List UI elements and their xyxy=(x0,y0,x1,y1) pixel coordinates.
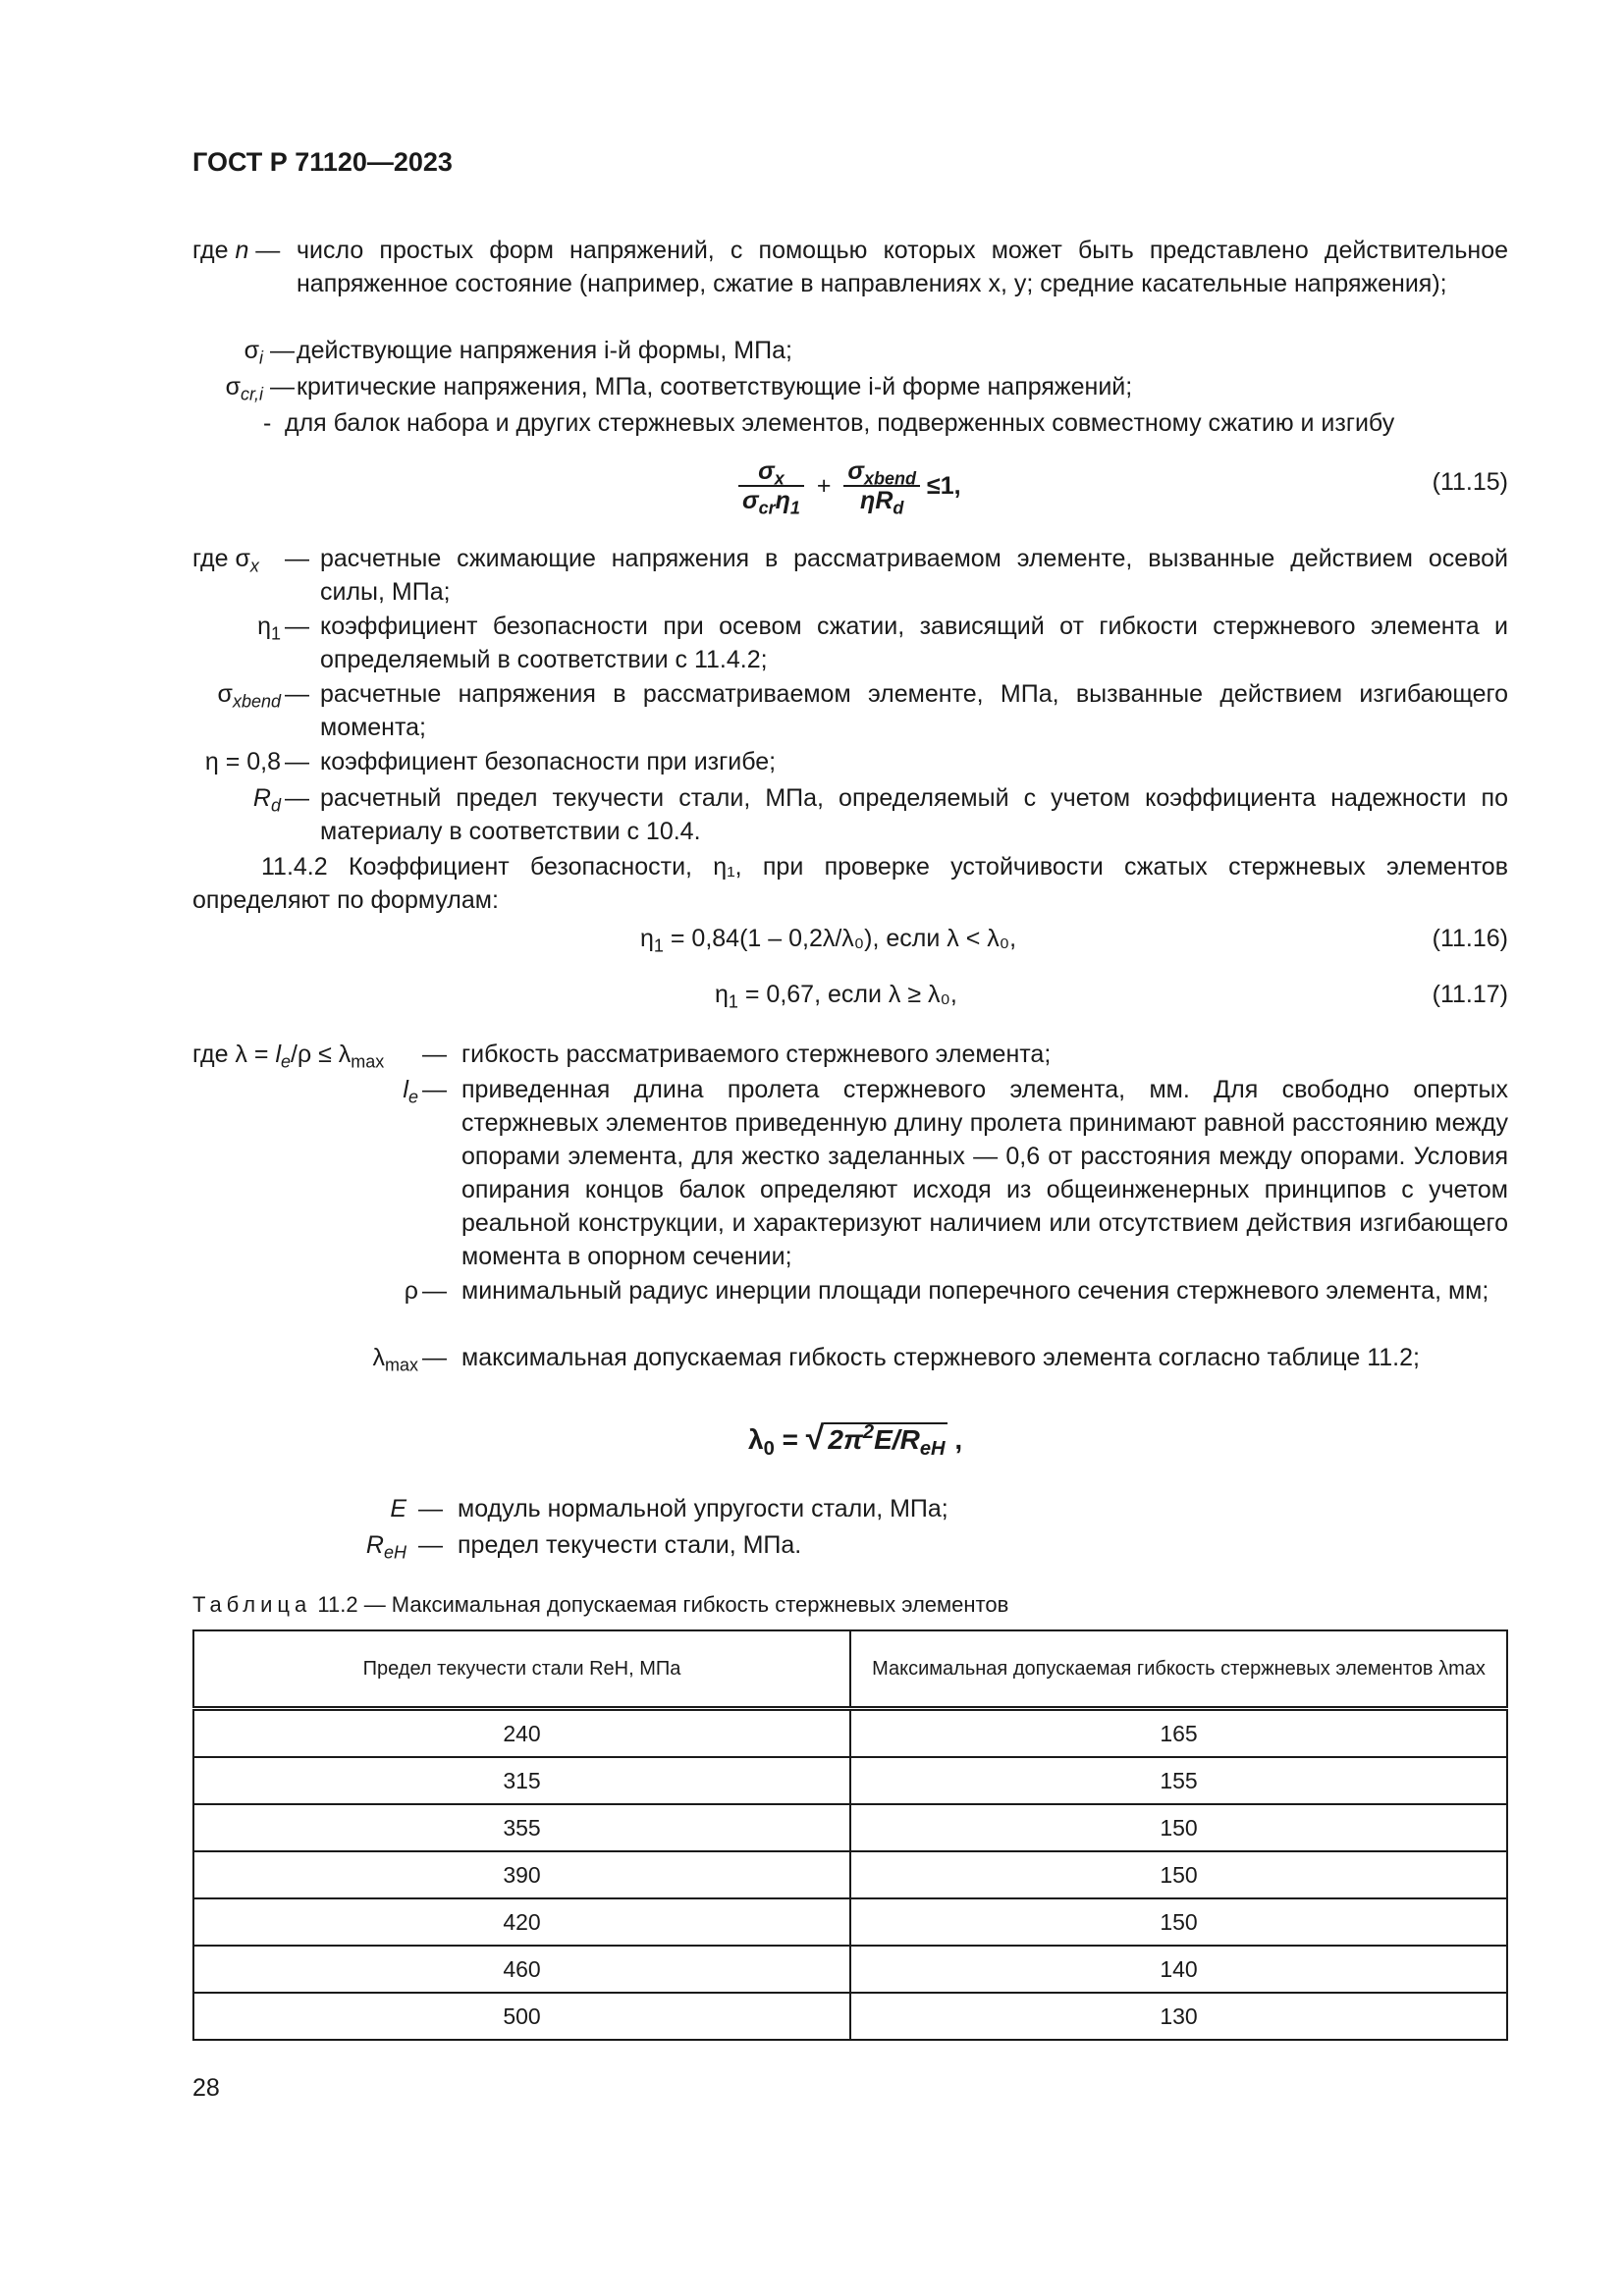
def-rho-text: минимальный радиус инерции площади поперечного сечения стержневого элемента, мм; xyxy=(461,1277,1489,1305)
page-number: 28 xyxy=(192,2074,220,2102)
cell-max-slenderness: 155 xyxy=(850,1757,1507,1804)
cell-yield-strength: 460 xyxy=(193,1946,850,1993)
cell-max-slenderness: 150 xyxy=(850,1898,1507,1946)
def-sigma-i-text: действующие напряжения i-й формы, МПа; xyxy=(297,337,792,364)
def-e-text: модуль нормальной упругости стали, МПа; xyxy=(458,1495,948,1522)
symbol-reh: $R_{eH}$ xyxy=(365,1531,406,1563)
def-rho: ρ — минимальный радиус инерции площади поперечного сечения стержневого элемента, мм; xyxy=(192,1274,1508,1341)
symbol-sigma-i: $\sigma_i$ — xyxy=(244,337,295,368)
lambda-lead: где λ = xyxy=(192,1041,276,1068)
def-rd: $R_d$ — расчетный предел текучести стали, МПа, определяемый с учетом коэффициента надежности по материалу в соответствии с 10.4. xyxy=(192,781,1508,848)
cell-yield-strength: 500 xyxy=(193,1993,850,2040)
cell-yield-strength: 420 xyxy=(193,1898,850,1946)
cell-yield-strength: 390 xyxy=(193,1851,850,1898)
equation-number-11-16: (11.16) xyxy=(1432,925,1508,952)
table-row xyxy=(193,1851,1507,1898)
cell-yield-strength: 355 xyxy=(193,1804,850,1851)
def-le: $l_e$ — приведенная длина пролета стержневого элемента, мм. Для свободно опертых стержневых элементов приведенную длину пролета принимают равной расстоянию между опорами элемента, для жестко заделанных — 0,6 от расстояния между опорами. Условия опирания концов балок определяют исходя из общеинженерных принципов с учетом реальной конструкции, и характеризуют наличием или отсутствием действия изгибающего момента в опорном сечении; xyxy=(192,1073,1508,1273)
fraction-sigma-x: $\frac{\sigma_x}{\sigma_{cr}\eta_1}$ xyxy=(738,457,804,514)
symbol-lambda-max: $\lambda_{max}$ xyxy=(372,1344,418,1375)
symbol-rd: $R_d$ xyxy=(252,784,281,816)
table-header-slenderness: Максимальная допускаемая гибкость стержневых элементов λmax xyxy=(850,1630,1507,1709)
slenderness-table xyxy=(192,1629,1508,2041)
def-le-text: приведенная длина пролета стержневого элемента, мм. Для свободно опертых стержневых элементов приведенную длину пролета принимают равной расстоянию между опорами элемента, для жестко заделанных — 0,6 от расстояния между опорами. Условия опирания концов балок определяют исходя из общеинженерных принципов с учетом реальной конструкции, и характеризуют наличием или отсутствием действия изгибающего момента в опорном сечении; xyxy=(461,1076,1508,1270)
def-eta-text: коэффициент безопасности при изгибе; xyxy=(320,748,777,775)
table-caption-prefix: Таблица xyxy=(192,1592,312,1617)
def-lambda-max-text: максимальная допускаемая гибкость стержневого элемента согласно таблице 11.2; xyxy=(461,1344,1420,1371)
cell-yield-strength: 240 xyxy=(193,1709,850,1758)
symbol-sigma-cri: $\sigma_{cr,i}$ — xyxy=(225,373,295,404)
equation-11-17: $\eta_1 = 0,67$, если λ ≥ λ₀, xyxy=(715,981,957,1012)
def-sigma-x-text: расчетные сжимающие напряжения в рассматриваемом элементе, вызванные действием осевой силы, МПа; xyxy=(320,545,1508,606)
equation-number-11-15: (11.15) xyxy=(1432,468,1508,496)
symbol-eta: η = 0,8 xyxy=(204,748,281,775)
cell-yield-strength: 315 xyxy=(193,1757,850,1804)
table-row xyxy=(193,1898,1507,1946)
def-lambda: где $\lambda = l_e/\rho \le \lambda_{max}$ — гибкость рассматриваемого стержневого элемента; xyxy=(192,1038,1508,1071)
def-eta1: $\eta_1$ — коэффициент безопасности при осевом сжатии, зависящий от гибкости стержневого элемента и определяемый в соответствии с 11.4.2; xyxy=(192,610,1508,676)
symbol-rho: ρ xyxy=(404,1277,418,1305)
equation-11-16: $\eta_1 = 0,84(1 - 0,2\lambda/\lambda_0)$, если λ < λ₀, xyxy=(640,925,1017,956)
symbol-e: E xyxy=(390,1495,406,1522)
cell-max-slenderness: 140 xyxy=(850,1946,1507,1993)
equation-11-15: $\frac{\sigma_x}{\sigma_{cr}\eta_1}$ + $\frac{\sigma_{xbend}}{\eta R_d}$ ≤1, xyxy=(738,457,961,520)
symbol-sigma-xbend: $\sigma_{xbend}$ xyxy=(217,680,281,712)
cell-max-slenderness: 150 xyxy=(850,1804,1507,1851)
bullet-item xyxy=(192,406,1508,440)
def-n: где n — число простых форм напряжений, с помощью которых может быть представлено действительное напряженное состояние (например, сжатие в направлениях x, y; средние касательные напряжения); xyxy=(192,234,1508,332)
bullet-dash: - xyxy=(263,409,272,437)
table-row xyxy=(193,1804,1507,1851)
equation-11-16-body: = 0,84(1 – 0,2λ/λ₀), если λ < λ₀, xyxy=(670,925,1017,952)
table-row xyxy=(193,1993,1507,2040)
table-row xyxy=(193,1946,1507,1993)
table-row xyxy=(193,1709,1507,1758)
table-header-yield: Предел текучести стали ReH, МПа xyxy=(193,1630,850,1709)
def-e: E — модуль нормальной упругости стали, МПа; xyxy=(192,1492,1508,1525)
def-sigma-xbend-text: расчетные напряжения в рассматриваемом элементе, МПа, вызванные действием изгибающего момента; xyxy=(320,680,1508,741)
symbol-eta1: $\eta_1$ xyxy=(257,613,281,644)
symbol-n: n xyxy=(235,237,249,264)
def-sigma-cri xyxy=(192,370,1508,403)
table-row xyxy=(193,1757,1507,1804)
def-rd-text: расчетный предел текучести стали, МПа, определяемый с учетом коэффициента надежности по материалу в соответствии с 10.4. xyxy=(320,784,1508,845)
def-sigma-cri-text: критические напряжения, МПа, соответствующие i-й форме напряжений; xyxy=(297,373,1133,400)
def-n-text: число простых форм напряжений, с помощью которых может быть представлено действительное напряженное состояние (например, сжатие в направлениях x, y; средние касательные напряжения); xyxy=(297,237,1508,297)
def-sigma-x: где $\sigma_x$ — расчетные сжимающие напряжения в рассматриваемом элементе, вызванные действием осевой силы, МПа; xyxy=(192,542,1508,609)
cell-max-slenderness: 150 xyxy=(850,1851,1507,1898)
def-lead: где xyxy=(192,237,229,264)
def-eta1-text: коэффициент безопасности при осевом сжатии, зависящий от гибкости стержневого элемента и определяемый в соответствии с 11.4.2; xyxy=(320,613,1508,673)
cell-max-slenderness: 130 xyxy=(850,1993,1507,2040)
def-sigma-xbend: $\sigma_{xbend}$ — расчетные напряжения в рассматриваемом элементе, МПа, вызванные действием изгибающего момента; xyxy=(192,677,1508,744)
cell-max-slenderness: 165 xyxy=(850,1709,1507,1758)
def-lambda-text: гибкость рассматриваемого стержневого элемента; xyxy=(461,1041,1052,1068)
clause-11-4-2: 11.4.2 Коэффициент безопасности, η₁, при проверке устойчивости сжатых стержневых элементов определяют по формулам: xyxy=(192,853,1508,914)
fraction-sigma-xbend: $\frac{\sigma_{xbend}}{\eta R_d}$ xyxy=(843,457,920,514)
symbol-le: $l_e$ xyxy=(403,1076,418,1107)
bullet-text: для балок набора и других стержневых элементов, подверженных совместному сжатию и изгибу xyxy=(285,409,1395,437)
def-sigma-i xyxy=(192,334,1508,367)
equation-11-17-body: = 0,67, если λ ≥ λ₀, xyxy=(744,981,957,1008)
leq-one: ≤1, xyxy=(926,472,961,500)
def-lead-b: где xyxy=(192,545,229,572)
table-caption xyxy=(192,1588,1008,1622)
def-reh-text: предел текучести стали, МПа. xyxy=(458,1531,802,1559)
equation-number-11-17: (11.17) xyxy=(1432,981,1508,1008)
def-lambda-max: $\lambda_{max}$ — максимальная допускаемая гибкость стержневого элемента согласно таблице 11.2; xyxy=(192,1341,1508,1408)
document-id: ГОСТ Р 71120—2023 xyxy=(192,147,453,177)
def-eta: η = 0,8 — коэффициент безопасности при изгибе; xyxy=(192,745,1508,778)
equation-lambda0: $\lambda_0$ = √ $2\pi^2E/R_{eH}$ , xyxy=(748,1419,963,1461)
table-caption-text: 11.2 — Максимальная допускаемая гибкость стержневых элементов xyxy=(317,1592,1009,1617)
def-reh: $R_{eH}$ — предел текучести стали, МПа. xyxy=(192,1528,1508,1562)
